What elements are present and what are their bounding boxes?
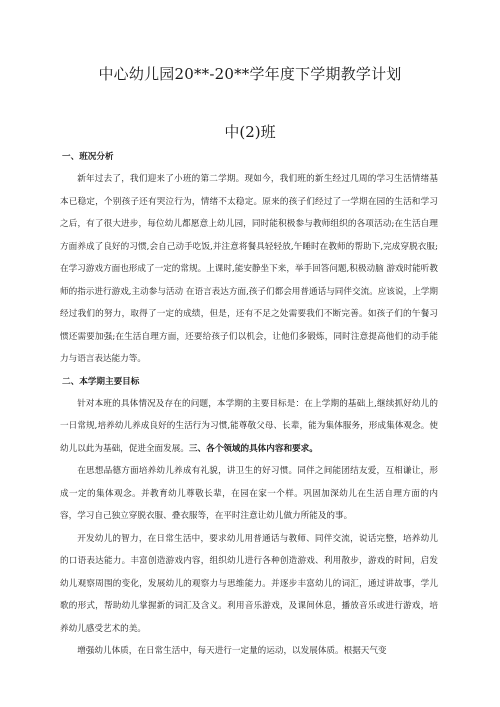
paragraph-physique: 增强幼儿体质，在日常生活中，每天进行一定量的运动，以发展体质。根据天气变 [77,646,387,656]
section-heading-domains: 三、各个领域的具体内容和要求。 [188,443,318,454]
paragraph-goals [60,393,438,461]
document-body [60,146,438,663]
paragraph-intellect: 开发幼儿的智力，在日常生活中，要求幼儿用普通话与教师、同伴交流，说话完整，培养幼儿的口语表达能力。丰富创造游戏内容，组织幼儿进行各种创造游戏、利用散步，游戏的时间，启发幼儿观察周围的变化，发展幼儿的观察力与思维能力。并逐步丰富幼儿的词汇，通过讲故事，学儿歌的形式，帮助幼儿掌握新的词汇及含义。利用音乐游戏，及课间休息，播放音乐或进行游戏，培养幼儿感受艺术的美。 [60,533,438,634]
paragraph-class-analysis: 新年过去了，我们迎来了小班的第二学期。现如今，我们班的新生经过几周的学习生活情绪基本已稳定，个别孩子还有哭泣行为，情绪不太稳定。原来的孩子们经过了一学期在园的生活和学习之后，有了很大进步，每位幼儿都愿意上幼儿园，同时能积极参与教师组织的各项活动;在生活自理方面养成了良好的习惯,会自己动手吃饭,并注意将餐具轻轻放,午睡时在教师的帮助下,完成穿脱衣服;在学习游戏方面也形成了一定的常规。上课时,能安静坐下来，举手回答问题,积极动脑 游戏时能听教师的指示进行游戏,主动参与活动 在语言表达方面,孩子们都会用普通话与同伴交流。应该说，上学期经过我们的努力，取得了一定的成绩，但是，还有不足之处需要我们不断完善。如孩子们的午餐习惯还需要加强;在生活自理方面，还要给孩子们以机会，让他们多锻炼，同时注意提高他们的动手能力与语言表达能力等。 [60,174,438,364]
goals-text: 针对本班的具体情况及存在的问题，本学期的主要目标是：在上学期的基础上,继续抓好幼儿的一日常规,培养幼儿养成良好的生活行为习惯,能尊敬父母、长辈，能为集体服务，形成集体观念。使幼儿以此为基础，促进全面发展。 [60,398,438,454]
document-title: 中心幼儿园20**-20**学年度下学期教学计划 [98,65,402,83]
paragraph-moral: 在思想品德方面培养幼儿养成有礼貌，讲卫生的好习惯。同伴之间能团结友爱，互相谦让，形成一定的集体观念。并教育幼儿尊敬长辈，在园在家一个样。巩固加深幼儿在生活自理方面的内容，学习自己独立穿脱衣服、叠衣服等，在平时注意让幼儿做力所能及的事。 [60,466,438,521]
class-title: 中(2)班 [224,123,276,141]
section-heading-goals: 二、本学期主要目标 [62,376,140,387]
section-heading-class-analysis: 一、班况分析 [62,152,114,162]
